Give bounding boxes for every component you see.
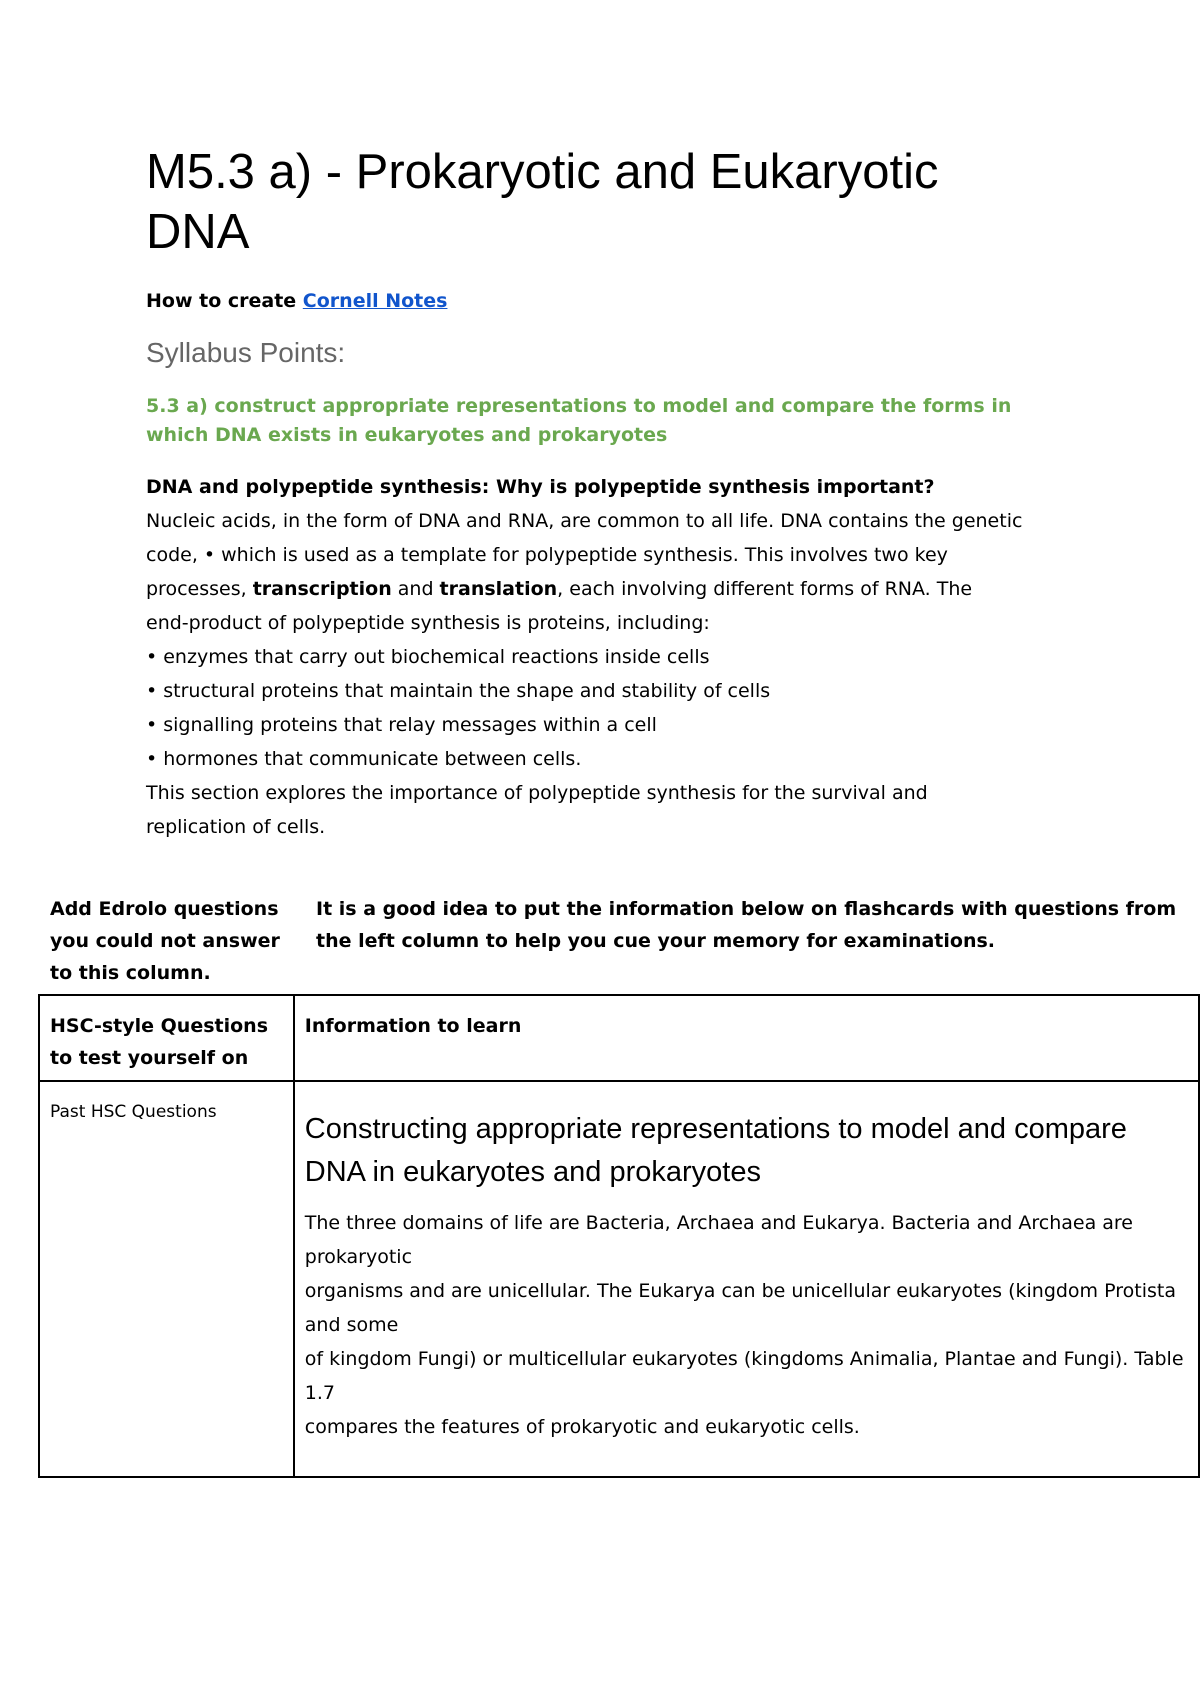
cue-column-instruction: Add Edrolo questions you could not answer to this column. <box>50 898 280 984</box>
intro-text: processes, <box>146 578 253 600</box>
intro-question: DNA and polypeptide synthesis: Why is polypeptide synthesis important? <box>146 476 935 498</box>
table-header-row <box>39 995 1199 1081</box>
body-line: of kingdom Fungi) or multicellular eukaryotes (kingdoms Animalia, Plantae and Fungi). Table 1.7 <box>304 1348 1184 1404</box>
questions-column-header: HSC-style Questions to test yourself on <box>39 995 294 1081</box>
how-to-line <box>146 288 447 314</box>
intro-line: Nucleic acids, in the form of DNA and RNA, are common to all life. DNA contains the genetic <box>146 510 1023 532</box>
intro-text: and <box>391 578 440 600</box>
notes-column-instruction: It is a good idea to put the information below on flashcards with questions from the left column to help you cue your memory for examinations. <box>316 898 1177 952</box>
intro-line <box>146 572 1086 606</box>
bullet-item: • enzymes that carry out biochemical reactions inside cells <box>146 646 710 668</box>
intro-section <box>146 470 1086 844</box>
syllabus-heading: Syllabus Points: <box>146 337 346 368</box>
how-to-prefix: How to create <box>146 290 303 312</box>
information-cell <box>294 1081 1199 1477</box>
past-hsc-questions: Past HSC Questions <box>50 1102 217 1122</box>
questions-cell <box>39 1081 294 1477</box>
cornell-notes-table <box>38 994 1200 1478</box>
information-column-header: Information to learn <box>294 995 1199 1081</box>
bullet-item: • hormones that communicate between cells. <box>146 748 582 770</box>
bullet-item: • structural proteins that maintain the shape and stability of cells <box>146 680 771 702</box>
body-line: The three domains of life are Bacteria, Archaea and Eukarya. Bacteria and Archaea are prokaryotic <box>304 1212 1133 1268</box>
body-line: compares the features of prokaryotic and eukaryotic cells. <box>304 1416 860 1438</box>
bullet-item: • signalling proteins that relay messages within a cell <box>146 714 657 736</box>
transcription-term: transcription <box>252 578 392 600</box>
intro-closing: This section explores the importance of polypeptide synthesis for the survival and <box>146 782 928 804</box>
intro-closing: replication of cells. <box>146 816 326 838</box>
body-line: organisms and are unicellular. The Eukarya can be unicellular eukaryotes (kingdom Protista and some <box>304 1280 1176 1336</box>
intro-line: end-product of polypeptide synthesis is proteins, including: <box>146 612 710 634</box>
syllabus-point: 5.3 a) construct appropriate representations to model and compare the forms in which DNA exists in eukaryotes and prokaryotes <box>146 395 1012 446</box>
cornell-notes-link[interactable]: Cornell Notes <box>302 290 448 312</box>
page-title: M5.3 a) - Prokaryotic and Eukaryotic DNA <box>146 145 939 259</box>
table-row <box>39 1081 1199 1477</box>
section-heading: Constructing appropriate representations to model and compare DNA in eukaryotes and prokaryotes <box>304 1113 1127 1188</box>
translation-term: translation <box>439 578 558 600</box>
intro-text: , each involving different forms of RNA. The <box>557 578 973 600</box>
intro-line: code, • which is used as a template for polypeptide synthesis. This involves two key <box>146 544 948 566</box>
